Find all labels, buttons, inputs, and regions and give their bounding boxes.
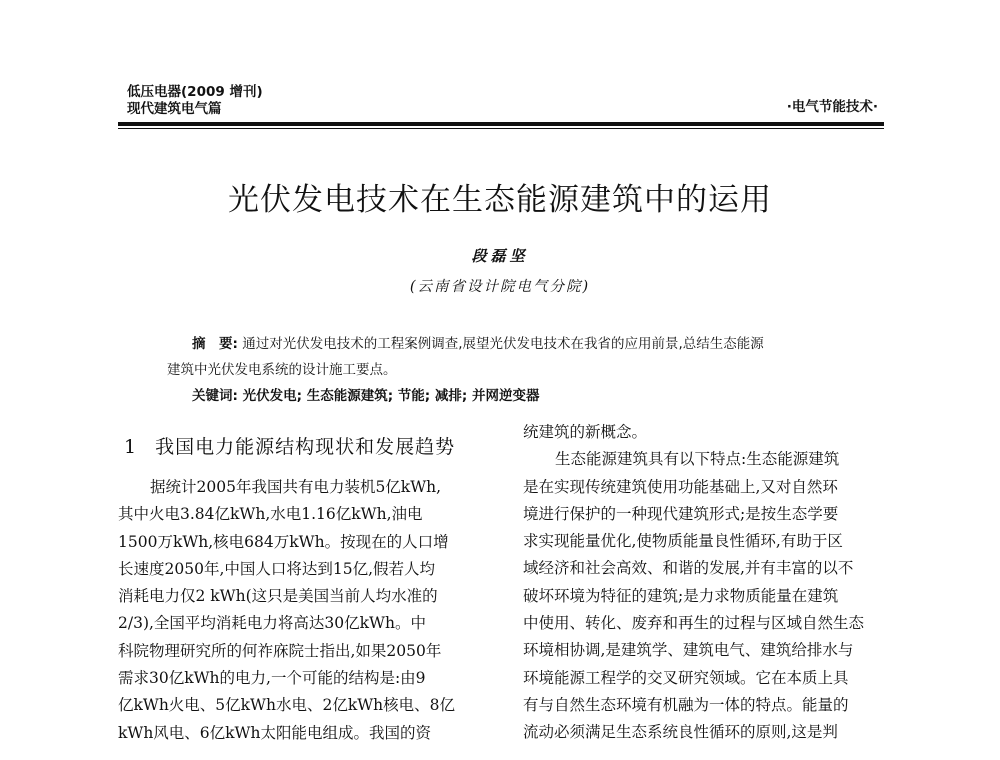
author-name: 段磊坚 [471, 247, 529, 265]
body-line: 生态能源建筑具有以下特点:生态能源建筑 [555, 450, 840, 469]
section-title: 我国电力能源结构现状和发展趋势 [155, 436, 456, 458]
abstract [192, 332, 764, 352]
keywords [192, 384, 540, 404]
keywords-text: 光伏发电; 生态能源建筑; 节能; 减排; 并网逆变器 [242, 388, 540, 404]
section-heading [124, 432, 455, 459]
body-line: 破坏环境为特征的建筑;是力求物质能量在建筑 [523, 586, 839, 605]
section-tag: ·电气节能技术· [786, 99, 878, 115]
abstract-text-1: 通过对光伏发电技术的工程案例调查,展望光伏发电技术在我省的应用前景,总结生态能源 [242, 336, 764, 352]
body-line: 统建筑的新概念。 [523, 423, 648, 441]
journal-info [127, 84, 263, 118]
body-line: 亿kWh火电、5亿kWh水电、2亿kWh核电、8亿 [118, 696, 456, 715]
keywords-label: 关键词: [192, 388, 238, 404]
author-affiliation: (云南省设计院电气分院) [409, 279, 591, 295]
header-rule-thick [118, 122, 884, 126]
body-line: 科院物理研究所的何祚庥院士指出,如果2050年 [118, 641, 442, 660]
body-line: 其中火电3.84亿kWh,水电1.16亿kWh,油电 [118, 505, 423, 524]
body-line: 据统计2005年我国共有电力装机5亿kWh, [150, 478, 442, 496]
body-line: 求实现能量优化,使物质能量良性循环,有助于区 [523, 532, 843, 551]
body-line: 长速度2050年,中国人口将达到15亿,假若人均 [118, 559, 436, 578]
right-column [523, 419, 895, 747]
journal-line-1: 低压电器(2009 增刊) [127, 84, 263, 100]
abstract-label: 摘 要: [192, 336, 238, 352]
body-line: 流动必须满足生态系统良性循环的原则,这是判 [523, 723, 838, 742]
body-line: 需求30亿kWh的电力,一个可能的结构是:由9 [118, 669, 426, 688]
body-line: 环境能源工程学的交叉研究领域。它在本质上具 [523, 668, 849, 687]
body-line: 是在实现传统建筑使用功能基础上,又对自然环 [523, 477, 838, 496]
journal-line-2: 现代建筑电气篇 [127, 101, 222, 117]
body-line: 域经济和社会高效、和谐的发展,并有丰富的以不 [523, 559, 854, 578]
section-number: 1 [124, 436, 138, 458]
body-line: 环境相协调,是建筑学、建筑电气、建筑给排水与 [523, 641, 854, 660]
header-rule-thin [118, 128, 884, 129]
body-line: 消耗电力仅2 kWh(这只是美国当前人均水准的 [118, 587, 438, 606]
abstract-text-2: 建筑中光伏发电系统的设计施工要点。 [167, 362, 397, 378]
body-line: 境进行保护的一种现代建筑形式;是按生态学要 [523, 504, 839, 523]
body-line: 中使用、转化、废弃和再生的过程与区域自然生态 [523, 614, 865, 633]
body-line: 1500万kWh,核电684万kWh。按现在的人口增 [118, 532, 449, 551]
left-column [118, 474, 488, 747]
body-line: kWh风电、6亿kWh太阳能电组成。我国的资 [118, 723, 431, 742]
body-line: 有与自然生态环境有机融为一体的特点。能量的 [523, 695, 849, 714]
body-line: 2/3),全国平均消耗电力将高达30亿kWh。中 [118, 614, 426, 633]
article-title: 光伏发电技术在生态能源建筑中的运用 [228, 182, 772, 218]
